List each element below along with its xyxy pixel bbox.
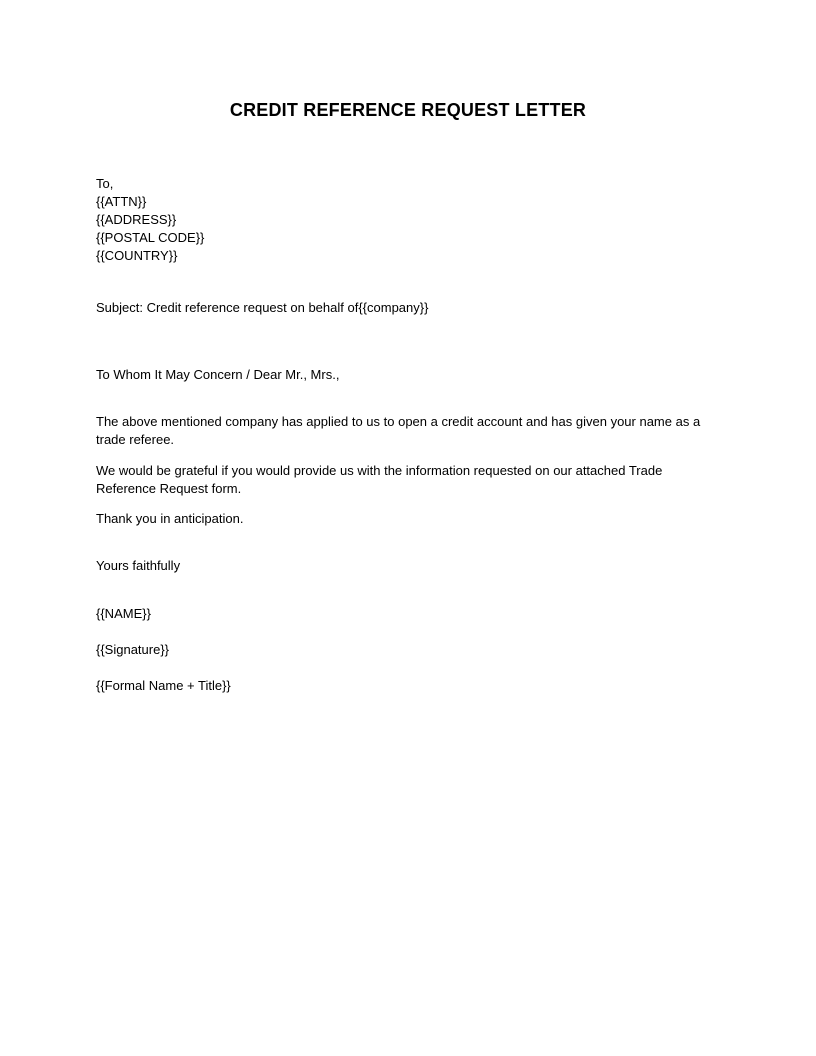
address-country: {{COUNTRY}} xyxy=(96,248,178,263)
address-to: To, xyxy=(96,176,114,191)
letter-greeting: To Whom It May Concern / Dear Mr., Mrs., xyxy=(96,367,340,382)
body-paragraph-3: Thank you in anticipation. xyxy=(96,511,244,526)
address-postal-code: {{POSTAL CODE}} xyxy=(96,230,205,245)
letter-closing: Yours faithfully xyxy=(96,558,181,573)
body-paragraph-1: The above mentioned company has applied to us to open a credit account and has given your name as a trade referee. xyxy=(96,414,701,447)
signatory-formal-name-title: {{Formal Name + Title}} xyxy=(96,678,231,693)
body-paragraph-2: We would be grateful if you would provide us with the information requested on our attached Trade Reference Request form. xyxy=(96,463,663,496)
letter-title: CREDIT REFERENCE REQUEST LETTER xyxy=(229,100,587,120)
recipient-address xyxy=(96,175,724,265)
address-attn: {{ATTN}} xyxy=(96,194,147,209)
signatory-name: {{NAME}} xyxy=(96,606,151,621)
signatory-signature: {{Signature}} xyxy=(96,642,170,657)
address-line: {{ADDRESS}} xyxy=(96,212,177,227)
letter-subject: Subject: Credit reference request on behalf of{{company}} xyxy=(96,300,429,315)
